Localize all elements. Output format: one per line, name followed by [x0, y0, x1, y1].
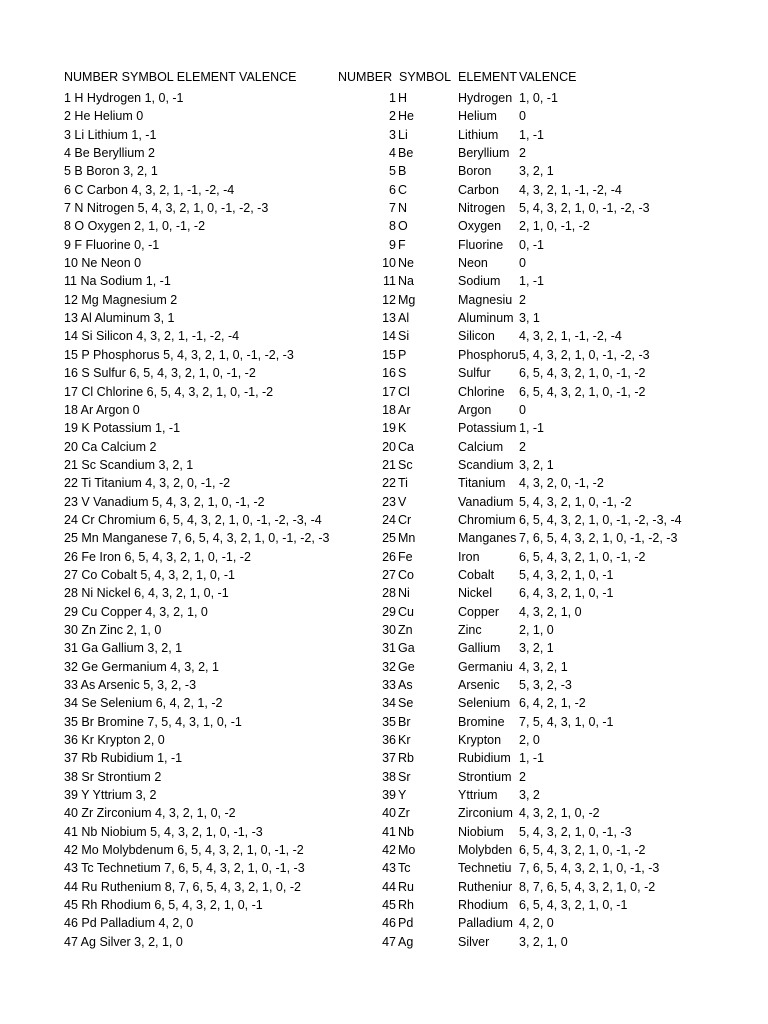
- cell-valence: 3, 1: [519, 311, 540, 326]
- list-item: 33 As Arsenic 5, 3, 2, -3: [64, 678, 197, 692]
- cell-valence: 4, 3, 2, 0, -1, -2: [519, 476, 604, 491]
- list-item: 6 C Carbon 4, 3, 2, 1, -1, -2, -4: [64, 182, 235, 197]
- cell-valence: 6, 5, 4, 3, 2, 1, 0, -1, -2: [519, 549, 646, 564]
- cell-symbol: O: [398, 219, 408, 234]
- list-item: 17 Cl Chlorine 6, 5, 4, 3, 2, 1, 0, -1, -2: [64, 384, 274, 399]
- cell-number: 31: [382, 641, 396, 656]
- cell-symbol: N: [398, 201, 408, 216]
- cell-symbol: Nb: [398, 824, 414, 839]
- cell-number: 1: [389, 91, 396, 105]
- cell-valence: 2, 1, 0: [519, 622, 554, 637]
- cell-valence: 3, 2, 1, 0: [519, 934, 568, 949]
- cell-element: Bromine: [458, 714, 505, 729]
- cell-symbol: Ru: [398, 879, 414, 894]
- list-item: 21 Sc Scandium 3, 2, 1: [64, 457, 194, 472]
- list-item: 12 Mg Magnesium 2: [64, 292, 178, 307]
- cell-symbol: H: [398, 91, 408, 105]
- cell-symbol: Ar: [398, 402, 411, 417]
- table-row: [0, 804, 768, 822]
- cell-element: Neon: [458, 256, 488, 271]
- cell-symbol: Si: [398, 329, 410, 344]
- cell-symbol: Ge: [398, 659, 415, 674]
- cell-element: Nitrogen: [458, 201, 506, 216]
- cell-symbol: Tc: [398, 861, 411, 876]
- table-row: [0, 309, 768, 327]
- cell-element: Germaniu: [458, 659, 513, 674]
- cell-element: Helium: [458, 109, 497, 124]
- cell-symbol: Rb: [398, 751, 414, 766]
- table-row: [0, 364, 768, 382]
- cell-number: 35: [382, 714, 396, 729]
- cell-element: Silver: [458, 934, 490, 949]
- header-valence: VALENCE: [519, 70, 577, 84]
- table-row: [0, 144, 768, 162]
- cell-valence: 6, 5, 4, 3, 2, 1, 0, -1, -2, -3, -4: [519, 512, 682, 527]
- header-element: ELEMENT: [458, 70, 518, 84]
- cell-symbol: Ni: [398, 586, 410, 601]
- cell-valence: 0: [519, 256, 526, 271]
- cell-element: Potassium: [458, 421, 517, 436]
- table-row: [0, 456, 768, 474]
- cell-number: 42: [382, 843, 396, 858]
- list-item: 20 Ca Calcium 2: [64, 439, 157, 454]
- table-row: [0, 199, 768, 217]
- cell-element: Sulfur: [458, 366, 491, 381]
- list-item: 37 Rb Rubidium 1, -1: [64, 751, 183, 766]
- cell-symbol: Zr: [398, 806, 410, 821]
- table-row: [0, 401, 768, 419]
- cell-element: Technetiu: [458, 861, 512, 876]
- table-row: [0, 548, 768, 566]
- cell-element: Aluminum: [458, 311, 514, 326]
- cell-element: Carbon: [458, 182, 499, 197]
- table-row: [0, 841, 768, 859]
- cell-valence: 3, 2, 1: [519, 457, 554, 472]
- cell-number: 39: [382, 788, 396, 803]
- cell-element: Palladium: [458, 916, 513, 931]
- cell-valence: 2: [519, 439, 526, 454]
- table-row: [0, 291, 768, 309]
- cell-element: Manganes: [458, 531, 517, 546]
- list-item: 46 Pd Palladium 4, 2, 0: [64, 916, 194, 931]
- cell-number: 45: [382, 898, 396, 913]
- cell-element: Krypton: [458, 733, 502, 748]
- list-item: 19 K Potassium 1, -1: [64, 421, 181, 436]
- table-row: [0, 529, 768, 547]
- table-row: [0, 768, 768, 786]
- cell-symbol: Cl: [398, 384, 410, 399]
- cell-valence: 7, 6, 5, 4, 3, 2, 1, 0, -1, -3: [519, 861, 660, 876]
- list-item: 42 Mo Molybdenum 6, 5, 4, 3, 2, 1, 0, -1, -2: [64, 843, 304, 858]
- cell-number: 22: [382, 476, 396, 491]
- list-item: 28 Ni Nickel 6, 4, 3, 2, 1, 0, -1: [64, 586, 229, 601]
- list-item: 32 Ge Germanium 4, 3, 2, 1: [64, 659, 219, 674]
- list-item: 24 Cr Chromium 6, 5, 4, 3, 2, 1, 0, -1, -2, -3, -4: [64, 512, 322, 527]
- list-item: 36 Kr Krypton 2, 0: [64, 733, 165, 748]
- cell-symbol: Y: [398, 788, 407, 803]
- table-row: [0, 419, 768, 437]
- cell-element: Copper: [458, 604, 499, 619]
- cell-element: Hydrogen: [458, 91, 513, 105]
- cell-valence: 6, 5, 4, 3, 2, 1, 0, -1, -2: [519, 384, 646, 399]
- cell-element: Chromium: [458, 512, 516, 527]
- cell-valence: 6, 4, 3, 2, 1, 0, -1: [519, 586, 614, 601]
- cell-valence: 1, -1: [519, 751, 545, 766]
- cell-element: Strontium: [458, 769, 512, 784]
- cell-valence: 4, 3, 2, 1: [519, 659, 568, 674]
- cell-valence: 4, 3, 2, 1, -1, -2, -4: [519, 329, 622, 344]
- list-item: 16 S Sulfur 6, 5, 4, 3, 2, 1, 0, -1, -2: [64, 366, 256, 381]
- cell-element: Vanadium: [458, 494, 514, 509]
- list-item: 47 Ag Silver 3, 2, 1, 0: [64, 934, 183, 949]
- table-row: [0, 658, 768, 676]
- cell-number: 7: [389, 201, 396, 216]
- cell-symbol: F: [398, 237, 406, 252]
- cell-element: Calcium: [458, 439, 504, 454]
- table-row: [0, 603, 768, 621]
- cell-element: Rubidium: [458, 751, 511, 766]
- cell-symbol: Al: [398, 311, 410, 326]
- table-row: [0, 327, 768, 345]
- cell-valence: 3, 2, 1: [519, 164, 554, 179]
- list-item: 23 V Vanadium 5, 4, 3, 2, 1, 0, -1, -2: [64, 494, 265, 509]
- cell-number: 29: [382, 604, 396, 619]
- table-row: [0, 383, 768, 401]
- list-item: 27 Co Cobalt 5, 4, 3, 2, 1, 0, -1: [64, 567, 235, 582]
- cell-valence: 4, 2, 0: [519, 916, 554, 931]
- list-item: 35 Br Bromine 7, 5, 4, 3, 1, 0, -1: [64, 714, 242, 729]
- table-row: [0, 749, 768, 767]
- cell-valence: 0, -1: [519, 237, 545, 252]
- cell-element: Rhodium: [458, 898, 509, 913]
- table-row: [0, 493, 768, 511]
- list-item: 30 Zn Zinc 2, 1, 0: [64, 622, 162, 637]
- cell-valence: 7, 5, 4, 3, 1, 0, -1: [519, 714, 614, 729]
- cell-element: Selenium: [458, 696, 511, 711]
- cell-number: 15: [382, 347, 396, 362]
- cell-valence: 2: [519, 769, 526, 784]
- cell-symbol: Sc: [398, 457, 413, 472]
- cell-valence: 4, 3, 2, 1, 0, -2: [519, 806, 600, 821]
- list-item: 11 Na Sodium 1, -1: [64, 274, 171, 289]
- cell-valence: 6, 4, 2, 1, -2: [519, 696, 586, 711]
- cell-element: Magnesiu: [458, 292, 513, 307]
- cell-symbol: Zn: [398, 622, 413, 637]
- cell-number: 27: [382, 567, 396, 582]
- cell-element: Iron: [458, 549, 480, 564]
- cell-number: 47: [382, 934, 396, 949]
- list-item: 39 Y Yttrium 3, 2: [64, 788, 157, 803]
- cell-number: 25: [382, 531, 396, 546]
- list-item: 26 Fe Iron 6, 5, 4, 3, 2, 1, 0, -1, -2: [64, 549, 251, 564]
- cell-symbol: Rh: [398, 898, 414, 913]
- cell-valence: 1, -1: [519, 274, 545, 289]
- cell-number: 37: [382, 751, 396, 766]
- table-row: [0, 272, 768, 290]
- cell-valence: 0: [519, 109, 526, 124]
- table-row: [0, 217, 768, 235]
- cell-symbol: Ne: [398, 256, 414, 271]
- cell-valence: 1, 0, -1: [519, 91, 558, 105]
- list-item: 43 Tc Technetium 7, 6, 5, 4, 3, 2, 1, 0, -1, -3: [64, 861, 305, 876]
- cell-element: Cobalt: [458, 567, 495, 582]
- cell-symbol: Br: [398, 714, 411, 729]
- cell-element: Chlorine: [458, 384, 505, 399]
- cell-symbol: Be: [398, 146, 414, 161]
- cell-valence: 7, 6, 5, 4, 3, 2, 1, 0, -1, -2, -3: [519, 531, 678, 546]
- table-row: [0, 859, 768, 877]
- cell-valence: 3, 2: [519, 788, 540, 803]
- cell-number: 5: [389, 164, 396, 179]
- cell-number: 24: [382, 512, 396, 527]
- header-number: NUMBER: [338, 70, 393, 84]
- cell-valence: 8, 7, 6, 5, 4, 3, 2, 1, 0, -2: [519, 879, 656, 894]
- cell-symbol: Fe: [398, 549, 413, 564]
- cell-valence: 2: [519, 146, 526, 161]
- cell-element: Oxygen: [458, 219, 502, 234]
- cell-element: Phosphoru: [458, 347, 518, 362]
- cell-symbol: B: [398, 164, 407, 179]
- cell-symbol: Mg: [398, 292, 416, 307]
- header-symbol: SYMBOL: [399, 70, 452, 84]
- list-item: 44 Ru Ruthenium 8, 7, 6, 5, 4, 3, 2, 1, 0, -2: [64, 879, 301, 894]
- list-item: 4 Be Beryllium 2: [64, 146, 156, 161]
- cell-element: Yttrium: [458, 788, 498, 803]
- cell-element: Silicon: [458, 329, 495, 344]
- cell-number: 18: [382, 402, 396, 417]
- cell-element: Argon: [458, 402, 492, 417]
- cell-symbol: Ag: [398, 934, 414, 949]
- cell-valence: 6, 5, 4, 3, 2, 1, 0, -1, -2: [519, 366, 646, 381]
- cell-symbol: Ti: [398, 476, 408, 491]
- cell-number: 30: [382, 622, 396, 637]
- table-row: [0, 236, 768, 254]
- cell-number: 32: [382, 659, 396, 674]
- table-row: [0, 126, 768, 144]
- table-row: [0, 914, 768, 932]
- table-row: [0, 511, 768, 529]
- cell-valence: 4, 3, 2, 1, 0: [519, 604, 582, 619]
- cell-symbol: Mo: [398, 843, 416, 858]
- cell-number: 44: [382, 879, 396, 894]
- list-item: 15 P Phosphorus 5, 4, 3, 2, 1, 0, -1, -2, -3: [64, 347, 294, 362]
- list-item: 34 Se Selenium 6, 4, 2, 1, -2: [64, 696, 223, 711]
- list-item: 31 Ga Gallium 3, 2, 1: [64, 641, 183, 656]
- cell-valence: 2, 1, 0, -1, -2: [519, 219, 590, 234]
- cell-element: Lithium: [458, 127, 499, 142]
- cell-valence: 5, 3, 2, -3: [519, 678, 572, 692]
- cell-valence: 5, 4, 3, 2, 1, 0, -1, -3: [519, 824, 632, 839]
- list-item: 9 F Fluorine 0, -1: [64, 237, 160, 252]
- list-item: 13 Al Aluminum 3, 1: [64, 311, 175, 326]
- cell-valence: 5, 4, 3, 2, 1, 0, -1: [519, 567, 614, 582]
- table-row: [0, 162, 768, 180]
- cell-number: 43: [382, 861, 396, 876]
- list-item: 5 B Boron 3, 2, 1: [64, 164, 158, 179]
- cell-number: 28: [382, 586, 396, 601]
- left-header: NUMBER SYMBOL ELEMENT VALENCE: [64, 70, 297, 84]
- cell-number: 46: [382, 916, 396, 931]
- table-row: [0, 107, 768, 125]
- list-item: 18 Ar Argon 0: [64, 402, 140, 417]
- cell-valence: 6, 5, 4, 3, 2, 1, 0, -1: [519, 898, 628, 913]
- cell-element: Arsenic: [458, 678, 500, 692]
- cell-number: 4: [389, 146, 396, 161]
- cell-symbol: P: [398, 347, 407, 362]
- list-item: 41 Nb Niobium 5, 4, 3, 2, 1, 0, -1, -3: [64, 824, 263, 839]
- cell-number: 41: [382, 824, 396, 839]
- table-row: [0, 786, 768, 804]
- cell-number: 12: [382, 292, 396, 307]
- cell-number: 14: [382, 329, 396, 344]
- cell-symbol: C: [398, 182, 408, 197]
- cell-number: 3: [389, 127, 396, 142]
- list-item: 25 Mn Manganese 7, 6, 5, 4, 3, 2, 1, 0, -1, -2, -3: [64, 531, 330, 546]
- cell-element: Molybden: [458, 843, 513, 858]
- cell-element: Sodium: [458, 274, 501, 289]
- list-item: 7 N Nitrogen 5, 4, 3, 2, 1, 0, -1, -2, -3: [64, 201, 269, 216]
- cell-number: 38: [382, 769, 396, 784]
- cell-element: Scandium: [458, 457, 514, 472]
- cell-number: 8: [389, 219, 396, 234]
- table-row: [0, 566, 768, 584]
- table-row: [0, 584, 768, 602]
- cell-number: 16: [382, 366, 396, 381]
- cell-valence: 4, 3, 2, 1, -1, -2, -4: [519, 182, 622, 197]
- cell-symbol: V: [398, 494, 407, 509]
- cell-number: 9: [389, 237, 396, 252]
- list-item: 40 Zr Zirconium 4, 3, 2, 1, 0, -2: [64, 806, 236, 821]
- cell-number: 23: [382, 494, 396, 509]
- table-row: [0, 89, 768, 107]
- cell-number: 34: [382, 696, 396, 711]
- table-row: [0, 346, 768, 364]
- cell-element: Beryllium: [458, 146, 510, 161]
- table-row: [0, 731, 768, 749]
- cell-symbol: K: [398, 421, 407, 436]
- cell-number: 11: [383, 274, 396, 289]
- cell-symbol: Pd: [398, 916, 414, 931]
- cell-number: 36: [382, 733, 396, 748]
- cell-valence: 1, -1: [519, 421, 545, 436]
- cell-element: Boron: [458, 164, 492, 179]
- cell-number: 17: [382, 384, 396, 399]
- list-item: 10 Ne Neon 0: [64, 256, 142, 271]
- cell-element: Nickel: [458, 586, 493, 601]
- list-item: 2 He Helium 0: [64, 109, 144, 124]
- table-row: [0, 254, 768, 272]
- cell-valence: 6, 5, 4, 3, 2, 1, 0, -1, -2: [519, 843, 646, 858]
- cell-number: 13: [382, 311, 396, 326]
- cell-number: 2: [389, 109, 396, 124]
- cell-valence: 5, 4, 3, 2, 1, 0, -1, -2: [519, 494, 632, 509]
- cell-symbol: Li: [398, 127, 408, 142]
- cell-symbol: Sr: [398, 769, 411, 784]
- cell-number: 26: [382, 549, 396, 564]
- cell-element: Titanium: [458, 476, 506, 491]
- list-item: 3 Li Lithium 1, -1: [64, 127, 157, 142]
- cell-number: 19: [382, 421, 396, 436]
- cell-valence: 5, 4, 3, 2, 1, 0, -1, -2, -3: [519, 201, 650, 216]
- cell-number: 21: [382, 457, 396, 472]
- table-row: [0, 878, 768, 896]
- cell-number: 6: [389, 182, 396, 197]
- list-item: 45 Rh Rhodium 6, 5, 4, 3, 2, 1, 0, -1: [64, 898, 263, 913]
- cell-valence: 5, 4, 3, 2, 1, 0, -1, -2, -3: [519, 347, 650, 362]
- cell-symbol: Se: [398, 696, 414, 711]
- cell-number: 10: [382, 256, 396, 271]
- list-item: 1 H Hydrogen 1, 0, -1: [64, 91, 184, 105]
- list-item: 38 Sr Strontium 2: [64, 769, 162, 784]
- table-row: [0, 621, 768, 639]
- table-row: [0, 181, 768, 199]
- cell-number: 20: [382, 439, 396, 454]
- cell-element: Zinc: [458, 622, 482, 637]
- cell-symbol: Cu: [398, 604, 414, 619]
- cell-number: 33: [382, 678, 396, 692]
- cell-symbol: Mn: [398, 531, 416, 546]
- cell-valence: 0: [519, 402, 526, 417]
- cell-element: Niobium: [458, 824, 504, 839]
- cell-element: Gallium: [458, 641, 501, 656]
- cell-symbol: S: [398, 366, 407, 381]
- cell-valence: 1, -1: [519, 127, 545, 142]
- cell-symbol: Cr: [398, 512, 412, 527]
- cell-element: Zirconium: [458, 806, 513, 821]
- table-row: [0, 694, 768, 712]
- cell-element: Rutheniur: [458, 879, 513, 894]
- cell-symbol: Na: [398, 274, 414, 289]
- cell-symbol: Kr: [398, 733, 411, 748]
- cell-valence: 2: [519, 292, 526, 307]
- list-item: 29 Cu Copper 4, 3, 2, 1, 0: [64, 604, 208, 619]
- table-row: [0, 823, 768, 841]
- table-row: [0, 933, 768, 951]
- table-row: [0, 676, 768, 694]
- cell-symbol: He: [398, 109, 414, 124]
- cell-valence: 2, 0: [519, 733, 540, 748]
- cell-symbol: Ca: [398, 439, 414, 454]
- cell-valence: 3, 2, 1: [519, 641, 554, 656]
- cell-symbol: As: [398, 678, 413, 692]
- list-item: 22 Ti Titanium 4, 3, 2, 0, -1, -2: [64, 476, 231, 491]
- table-row: [0, 713, 768, 731]
- cell-element: Fluorine: [458, 237, 504, 252]
- right-element-table: [0, 89, 768, 951]
- list-item: 8 O Oxygen 2, 1, 0, -1, -2: [64, 219, 206, 234]
- cell-symbol: Ga: [398, 641, 415, 656]
- cell-symbol: Co: [398, 567, 414, 582]
- table-row: [0, 896, 768, 914]
- table-row: [0, 639, 768, 657]
- table-row: [0, 438, 768, 456]
- list-item: 14 Si Silicon 4, 3, 2, 1, -1, -2, -4: [64, 329, 240, 344]
- table-row: [0, 474, 768, 492]
- cell-number: 40: [382, 806, 396, 821]
